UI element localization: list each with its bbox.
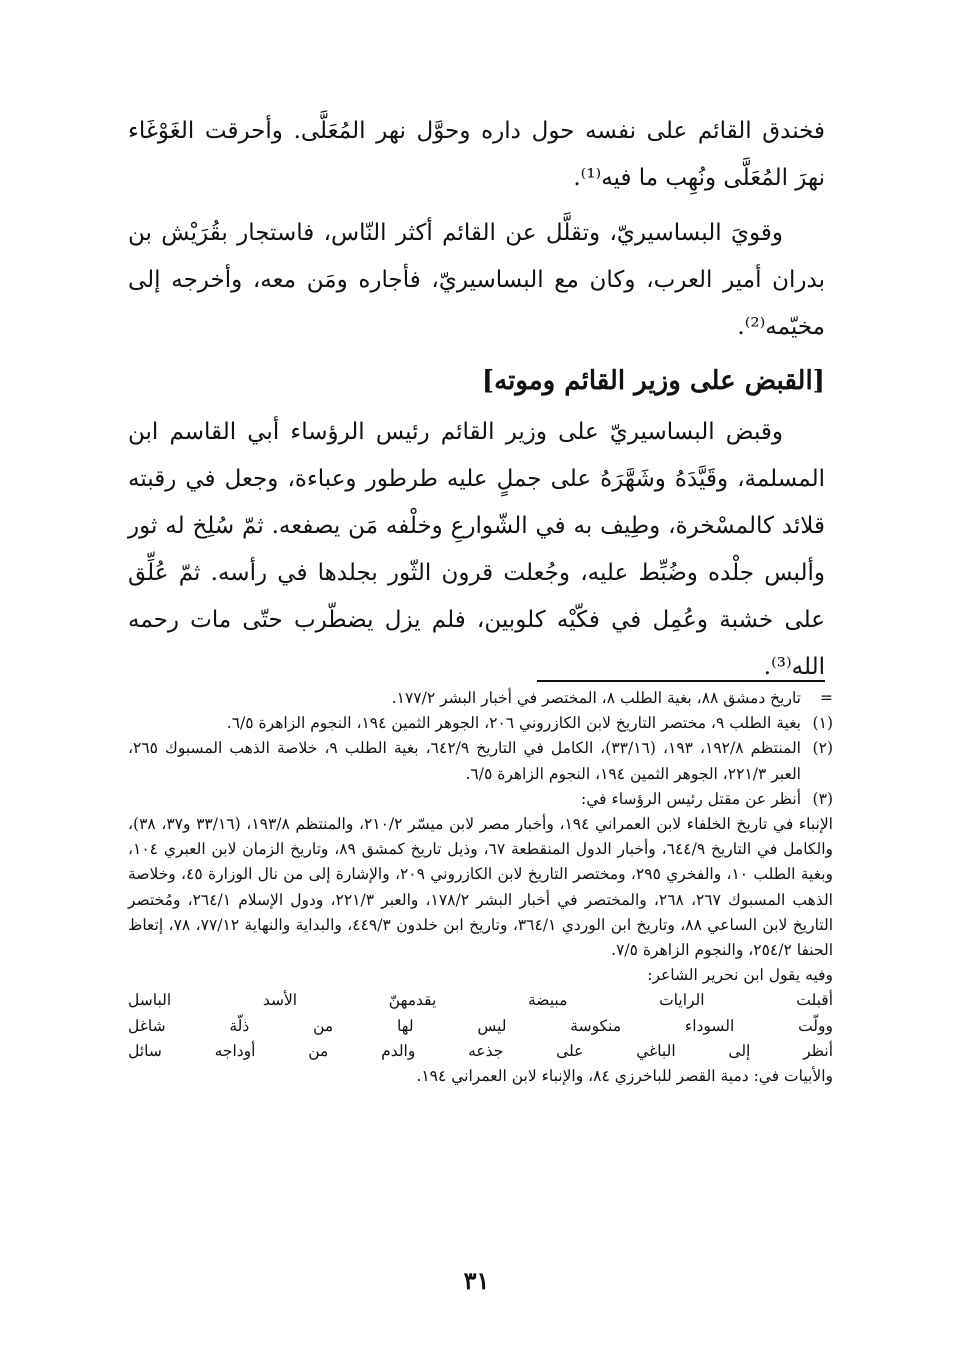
poem-word: يقدمهنّ <box>388 991 437 1010</box>
poem-word: أوداجه <box>214 1041 256 1060</box>
page-number: ٣١ <box>463 1266 490 1295</box>
paragraph-1: فخندق القائم على نفسه حول داره وحوَّل نهر المُعَلَّى. وأحرقت الغَوْغَاء نهرَ المُعَلَّى ونُهِب ما فيه⁽¹⁾. <box>128 118 825 191</box>
poem-word: إلى <box>728 1041 751 1060</box>
poem-word: على <box>556 1041 584 1060</box>
poem-word: جذعه <box>468 1041 504 1060</box>
footnote-3-body <box>128 787 801 812</box>
paragraph-3: وقبض البساسيريّ على وزير القائم رئيس الرؤساء أبي القاسم ابن المسلمة، وقَيَّدَهُ وشَهَّرَهُ على جملٍ عليه طرطور وعباءة، وجعل في رقبته قلائد كالمسْخرة، وطِيف به في الشّوارعِ وخلْفه مَن يصفعه. ثمّ سُلِخ له ثور وألبس جلْده وضُبِّط عليه، وجُعلت قرون الثّور بجلدها في رأسه. ثمّ عُلِّق على خشبة وعُمِل في فكّيْه كلوبين، فلم يزل يضطّرب حتّى مات رحمه الله⁽³⁾. <box>128 419 825 680</box>
poem-word: السوداء <box>684 1016 735 1035</box>
poem-word: سائل <box>128 1041 162 1060</box>
section-heading: [القبض على وزير القائم وموته] <box>481 366 825 396</box>
poem-word: مبيضة <box>527 991 568 1010</box>
poem-word: من <box>308 1041 329 1060</box>
footnote-3-intro: أنظر عن مقتل رئيس الرؤساء في: <box>581 789 801 808</box>
footnote-marker: (٢) <box>812 739 833 758</box>
footnote-continuation <box>128 686 833 711</box>
footnote-separator <box>537 680 825 682</box>
poem-line-1 <box>128 988 833 1013</box>
footnote-1 <box>128 711 833 736</box>
footnote-3 <box>128 787 833 812</box>
poem-word: شاغل <box>128 1016 166 1035</box>
poem-word: منكوسة <box>570 1016 622 1035</box>
poem-word: ليس <box>477 1016 507 1035</box>
poem-intro: وفيه يقول ابن نحرير الشاعر: <box>647 966 833 985</box>
footnote-3-source-list: الإنباء في تاريخ الخلفاء لابن العمراني ١٩٤، وأخبار مصر لابن ميسّر ٢١٠/٢، والمنتظم ١٩٣/٨، (٣٣/١٦ و٣٧، ٣٨)، والكامل في التاريخ ٦٤٤/٩، وأخبار الدول المنقطعة ٦٧، وذيل تاريخ كمشق ٨٩، وتاريخ الزمان لابن العبري ١٠٤، وبغية الطلب ١٠، والفخري ٢٩٥، ومختصر التاريخ لابن الكازروني ٢٠٩، والإشارة إلى من نال الوزارة ٤٥، وخلاصة الذهب المسبوك ٢٦٧، ٢٦٨، والمختصر في أخبار البشر ١٧٨/٢، والعبر ٢٢١/٣، ودول الإسلام ٢٦٤/١، ومُختصر التاريخ لابن الساعي ٨٨، وتاريخ ابن الوردي ٣٦٤/١، وتاريخ ابن خلدون ٤٤٩/٣، والبداية والنهاية ٧٧/١٢، ٧٨، إتعاظ الحنفا ٢٥٤/٢، والنجوم الزاهرة ٧/٥. <box>128 815 834 960</box>
poem-word: وولّت <box>798 1016 833 1035</box>
footnote-text: المنتظم ١٩٢/٨، ١٩٣، (٣٣/١٦)، الكامل في التاريخ ٦٤٢/٩، بغية الطلب ٩، خلاصة الذهب المسبوك ٢٦٥، العبر ٢٢١/٣، الجوهر الثمين ١٩٤، النجوم الزاهرة ٦/٥. <box>128 739 801 783</box>
footnote-2 <box>128 736 833 786</box>
poem-word: الباسل <box>128 991 172 1010</box>
poem-source: والأبيات في: دمية القصر للباخرزي ٨٤، والإنباء لابن العمراني ١٩٤. <box>416 1067 833 1086</box>
main-text <box>128 108 825 699</box>
footnote-marker: (١) <box>812 714 833 733</box>
poem-word: الرايات <box>659 991 705 1010</box>
poem-word: ذلّة <box>229 1016 250 1035</box>
poem-line-2 <box>128 1014 833 1039</box>
poem-word: لها <box>396 1016 414 1035</box>
poem-word: أقبلت <box>796 991 833 1010</box>
footnotes <box>128 686 833 1089</box>
poem-word: أنظر <box>803 1041 833 1060</box>
footnote-text: بغية الطلب ٩، مختصر التاريخ لابن الكازروني ٢٠٦، الجوهر الثمين ١٩٤، النجوم الزاهرة ٦/٥. <box>226 714 801 733</box>
poem-word: والدم <box>381 1041 416 1060</box>
poem-line-3 <box>128 1039 833 1064</box>
footnote-text: تاريخ دمشق ٨٨، بغية الطلب ٨، المختصر في أخبار البشر ١٧٧/٢. <box>391 689 801 707</box>
footnote-marker: (٣) <box>812 789 833 808</box>
poem-word: الأسد <box>262 991 298 1010</box>
footnote-3-sources <box>128 812 833 1089</box>
footnote-marker: = <box>820 689 833 707</box>
paragraph-2: وقويَ البساسيريّ، وتقلَّل عن القائم أكثر النّاس، فاستجار بقُرَيْش بن بدران أمير العرب، وكان مع البساسيريّ، فأجاره ومَن معه، وأخرجه إلى مخيّمه⁽²⁾. <box>128 220 825 340</box>
poem-word: من <box>313 1016 334 1035</box>
poem-word: الباغي <box>636 1041 676 1060</box>
